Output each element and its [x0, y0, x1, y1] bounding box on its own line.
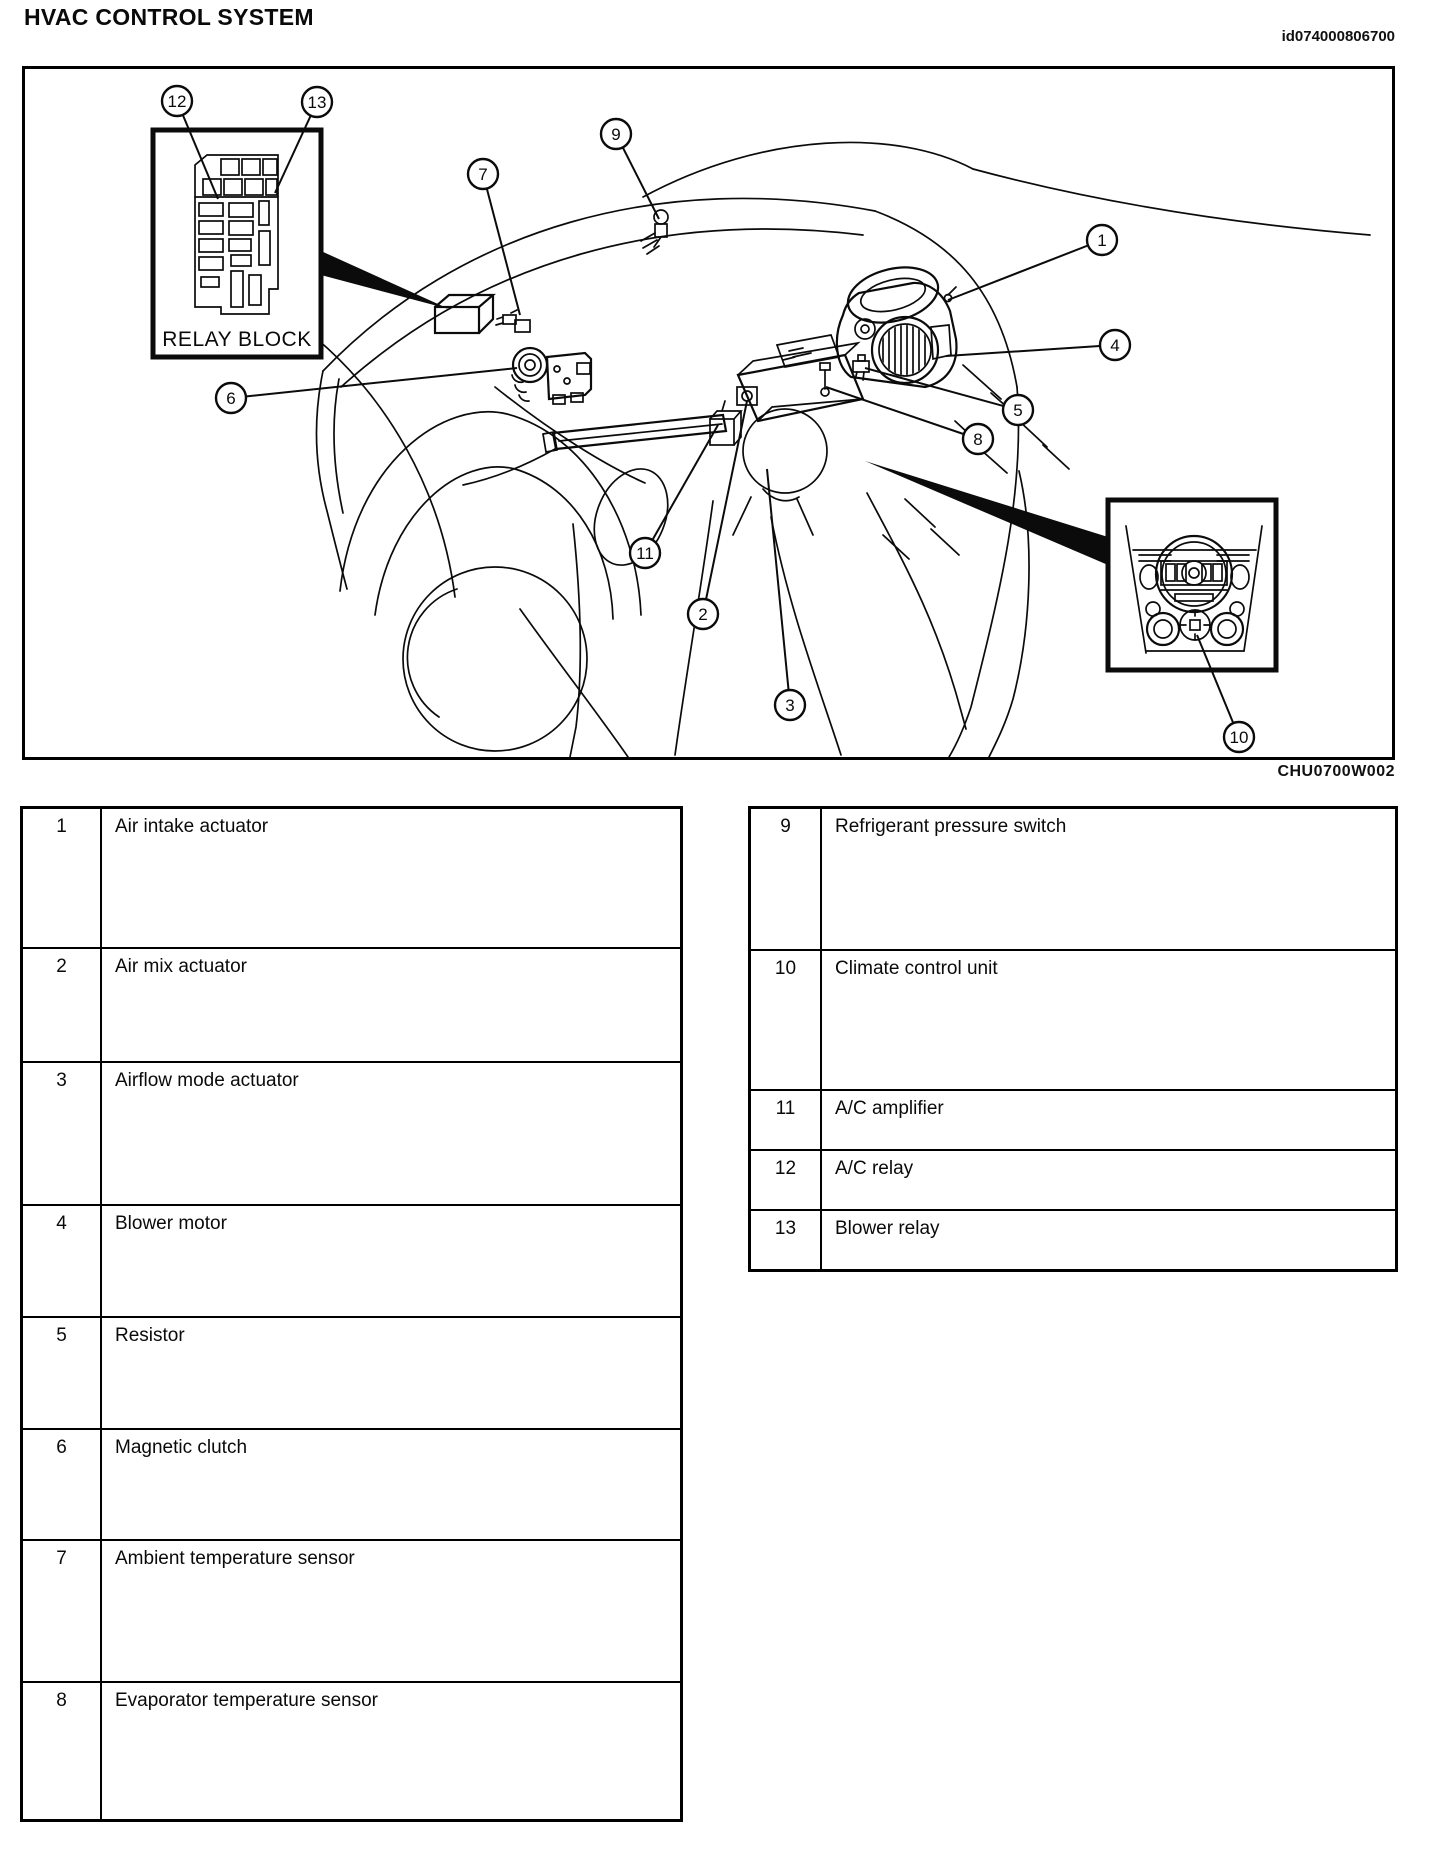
legend-item-number: 9 — [751, 809, 822, 949]
pressure-switch — [641, 210, 668, 254]
callout-number-8: 8 — [973, 430, 983, 449]
legend-item-number: 8 — [23, 1683, 102, 1819]
legend-item-label: Ambient temperature sensor — [115, 1548, 355, 1569]
callout-number-7: 7 — [478, 165, 488, 184]
callout-number-9: 9 — [611, 125, 621, 144]
legend-item-label: Refrigerant pressure switch — [835, 816, 1067, 837]
legend-row-13 — [751, 1209, 1395, 1269]
legend-row-6 — [23, 1428, 680, 1539]
callout-number-11: 11 — [636, 544, 654, 563]
callout-leader-1 — [948, 240, 1102, 300]
legend-item-number: 7 — [23, 1541, 102, 1681]
legend-row-7 — [23, 1539, 680, 1681]
legend-item-label: Blower relay — [835, 1218, 940, 1239]
document-id: id074000806700 — [1281, 28, 1395, 45]
legend-item-label: Air mix actuator — [115, 956, 247, 977]
callout-leader-8 — [826, 387, 978, 439]
legend-item-number: 10 — [751, 951, 822, 1089]
legend-row-3 — [23, 1061, 680, 1204]
legend-table-items-1-8 — [20, 806, 683, 1822]
callout-leader-6 — [231, 368, 517, 398]
legend-row-12 — [751, 1149, 1395, 1209]
legend-row-8 — [23, 1681, 680, 1819]
legend-row-4 — [23, 1204, 680, 1316]
compressor-magnetic-clutch — [512, 348, 591, 404]
legend-item-label: Climate control unit — [835, 958, 998, 979]
callout-number-2: 2 — [698, 605, 708, 624]
callout-number-1: 1 — [1097, 231, 1107, 250]
legend-item-label: Magnetic clutch — [115, 1437, 248, 1458]
legend-item-number: 3 — [23, 1063, 102, 1204]
legend-item-number: 1 — [23, 809, 102, 947]
pointer-wedge-relay-block — [321, 251, 449, 309]
page-title: HVAC CONTROL SYSTEM — [24, 4, 314, 30]
callout-leader-11 — [645, 425, 718, 553]
legend-item-number: 12 — [751, 1151, 822, 1209]
callout-number-13: 13 — [307, 93, 327, 112]
legend-item-number: 5 — [23, 1318, 102, 1428]
relay-block-label: RELAY BLOCK — [162, 328, 312, 351]
legend-item-number: 6 — [23, 1430, 102, 1539]
callout-leader-4 — [946, 345, 1115, 356]
callout-leader-7 — [483, 174, 520, 315]
legend-row-1 — [23, 809, 680, 947]
legend-row-10 — [751, 949, 1395, 1089]
callout-number-10: 10 — [1229, 728, 1249, 747]
legend-row-9 — [751, 809, 1395, 949]
legend-item-number: 2 — [23, 949, 102, 1061]
callout-number-12: 12 — [167, 92, 187, 111]
legend-item-number: 11 — [751, 1091, 822, 1149]
hvac-diagram-figure — [22, 66, 1395, 760]
legend-item-label: Blower motor — [115, 1213, 227, 1234]
callouts — [162, 86, 1254, 752]
hvac-diagram-svg — [25, 69, 1392, 757]
figure-code: CHU0700W002 — [1277, 763, 1395, 780]
legend-item-number: 13 — [751, 1211, 822, 1269]
legend-table-items-9-13 — [748, 806, 1398, 1272]
callout-leader-5 — [865, 368, 1018, 410]
legend-item-number: 4 — [23, 1206, 102, 1316]
callout-number-4: 4 — [1110, 336, 1120, 355]
legend-item-label: Airflow mode actuator — [115, 1070, 299, 1091]
legend-item-label: Air intake actuator — [115, 816, 269, 837]
legend-item-label: Resistor — [115, 1325, 185, 1346]
legend-row-11 — [751, 1089, 1395, 1149]
pointer-wedge-climate-control — [865, 461, 1108, 565]
callout-number-3: 3 — [785, 696, 795, 715]
climate-control-inset — [1108, 500, 1276, 670]
callout-number-5: 5 — [1013, 401, 1023, 420]
legend-row-2 — [23, 947, 680, 1061]
callout-number-6: 6 — [226, 389, 236, 408]
relay-block-inset — [153, 130, 321, 357]
legend-row-5 — [23, 1316, 680, 1428]
legend-item-label: Evaporator temperature sensor — [115, 1690, 378, 1711]
legend-item-label: A/C amplifier — [835, 1098, 944, 1119]
legend-item-label: A/C relay — [835, 1158, 914, 1179]
